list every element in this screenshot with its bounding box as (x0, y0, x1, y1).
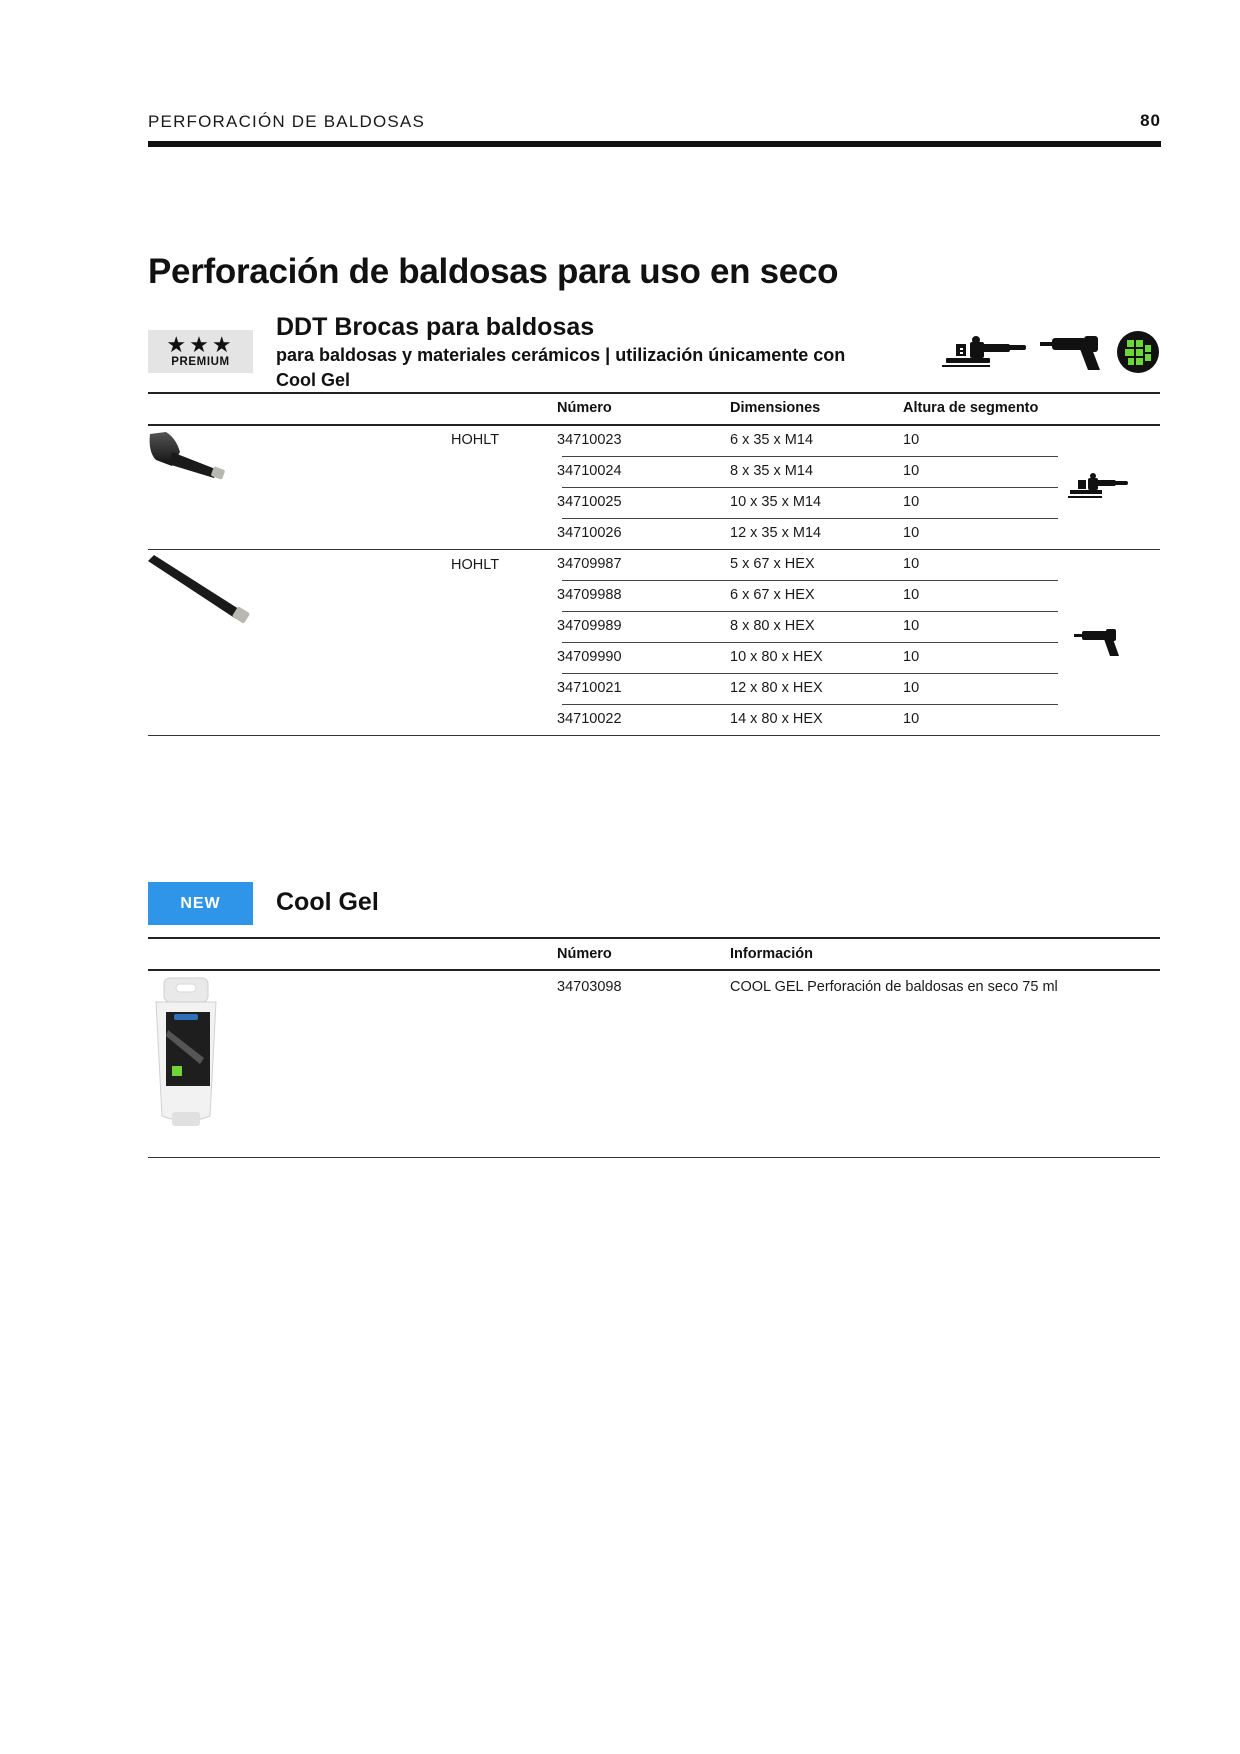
row-rule (562, 487, 1058, 488)
header-rule (148, 141, 1161, 147)
table2-top-rule (148, 937, 1160, 939)
cell-segment-height: 10 (903, 711, 920, 727)
angle-grinder-icon (1066, 472, 1130, 502)
cell-number: 34710024 (557, 463, 622, 479)
table-header-rule (148, 424, 1160, 426)
cell-number: 34709988 (557, 587, 622, 603)
cell-number: 34709987 (557, 556, 622, 572)
angle-grinder-icon (940, 332, 1028, 372)
page-number: 80 (1140, 111, 1161, 130)
product-description: para baldosas y materiales cerámicos | utilización únicamente con Cool Gel (276, 345, 846, 390)
cell-dimensions: 6 x 67 x HEX (730, 587, 815, 603)
page-title: Perforación de baldosas para uso en seco (148, 252, 839, 291)
type-label: HOHLT (451, 557, 500, 573)
drill-bit-hex-image (146, 553, 266, 633)
stars-icon: ★★★ (166, 332, 235, 357)
cell-segment-height: 10 (903, 556, 920, 572)
col-header-info: Información (730, 946, 813, 962)
cell-dimensions: 12 x 80 x HEX (730, 680, 823, 696)
cell-segment-height: 10 (903, 463, 920, 479)
gel-number: 34703098 (557, 979, 622, 995)
product-name-cool-gel: Cool Gel (276, 888, 379, 916)
cell-number: 34710023 (557, 432, 622, 448)
cell-dimensions: 5 x 67 x HEX (730, 556, 815, 572)
row-rule (562, 673, 1058, 674)
cell-segment-height: 10 (903, 587, 920, 603)
cell-dimensions: 12 x 35 x M14 (730, 525, 822, 541)
cell-dimensions: 8 x 35 x M14 (730, 463, 814, 479)
cell-dimensions: 6 x 35 x M14 (730, 432, 814, 448)
cell-number: 34710025 (557, 494, 622, 510)
col-header-number: Número (557, 946, 612, 962)
cell-number: 34709989 (557, 618, 622, 634)
group-rule (148, 735, 1160, 736)
cell-dimensions: 14 x 80 x HEX (730, 711, 823, 727)
cell-segment-height: 10 (903, 618, 920, 634)
cell-dimensions: 10 x 80 x HEX (730, 649, 823, 665)
tile-icon (1116, 330, 1160, 374)
cell-segment-height: 10 (903, 525, 920, 541)
cell-number: 34709990 (557, 649, 622, 665)
drill-bit-m14-image (146, 428, 246, 488)
cool-gel-tube-image (146, 976, 226, 1136)
row-rule (562, 642, 1058, 643)
cell-segment-height: 10 (903, 649, 920, 665)
table-top-rule (148, 392, 1160, 394)
col-header-dimensions: Dimensiones (730, 400, 821, 416)
cell-number: 34710026 (557, 525, 622, 541)
product-name-ddt: DDT Brocas para baldosas (276, 313, 595, 341)
drill-icon (1040, 332, 1104, 372)
group-rule (148, 549, 1160, 550)
premium-label: PREMIUM (171, 356, 230, 368)
table2-bottom-rule (148, 1157, 1160, 1158)
gel-info: COOL GEL Perforación de baldosas en seco 75 ml (730, 979, 1058, 995)
new-badge: NEW (148, 882, 253, 925)
premium-badge (148, 330, 253, 373)
application-icons (940, 330, 1160, 374)
drill-icon (1074, 626, 1122, 658)
cell-segment-height: 10 (903, 494, 920, 510)
cell-dimensions: 10 x 35 x M14 (730, 494, 822, 510)
cell-number: 34710021 (557, 680, 622, 696)
cell-number: 34710022 (557, 711, 622, 727)
row-rule (562, 456, 1058, 457)
table2-header-rule (148, 969, 1160, 971)
row-rule (562, 611, 1058, 612)
col-header-number: Número (557, 400, 612, 416)
row-rule (562, 704, 1058, 705)
col-header-segment-height: Altura de segmento (903, 400, 1039, 416)
cell-segment-height: 10 (903, 680, 920, 696)
cell-dimensions: 8 x 80 x HEX (730, 618, 815, 634)
row-rule (562, 518, 1058, 519)
running-head: PERFORACIÓN DE BALDOSAS (148, 112, 425, 131)
type-label: HOHLT (451, 432, 500, 448)
cell-segment-height: 10 (903, 432, 920, 448)
row-rule (562, 580, 1058, 581)
